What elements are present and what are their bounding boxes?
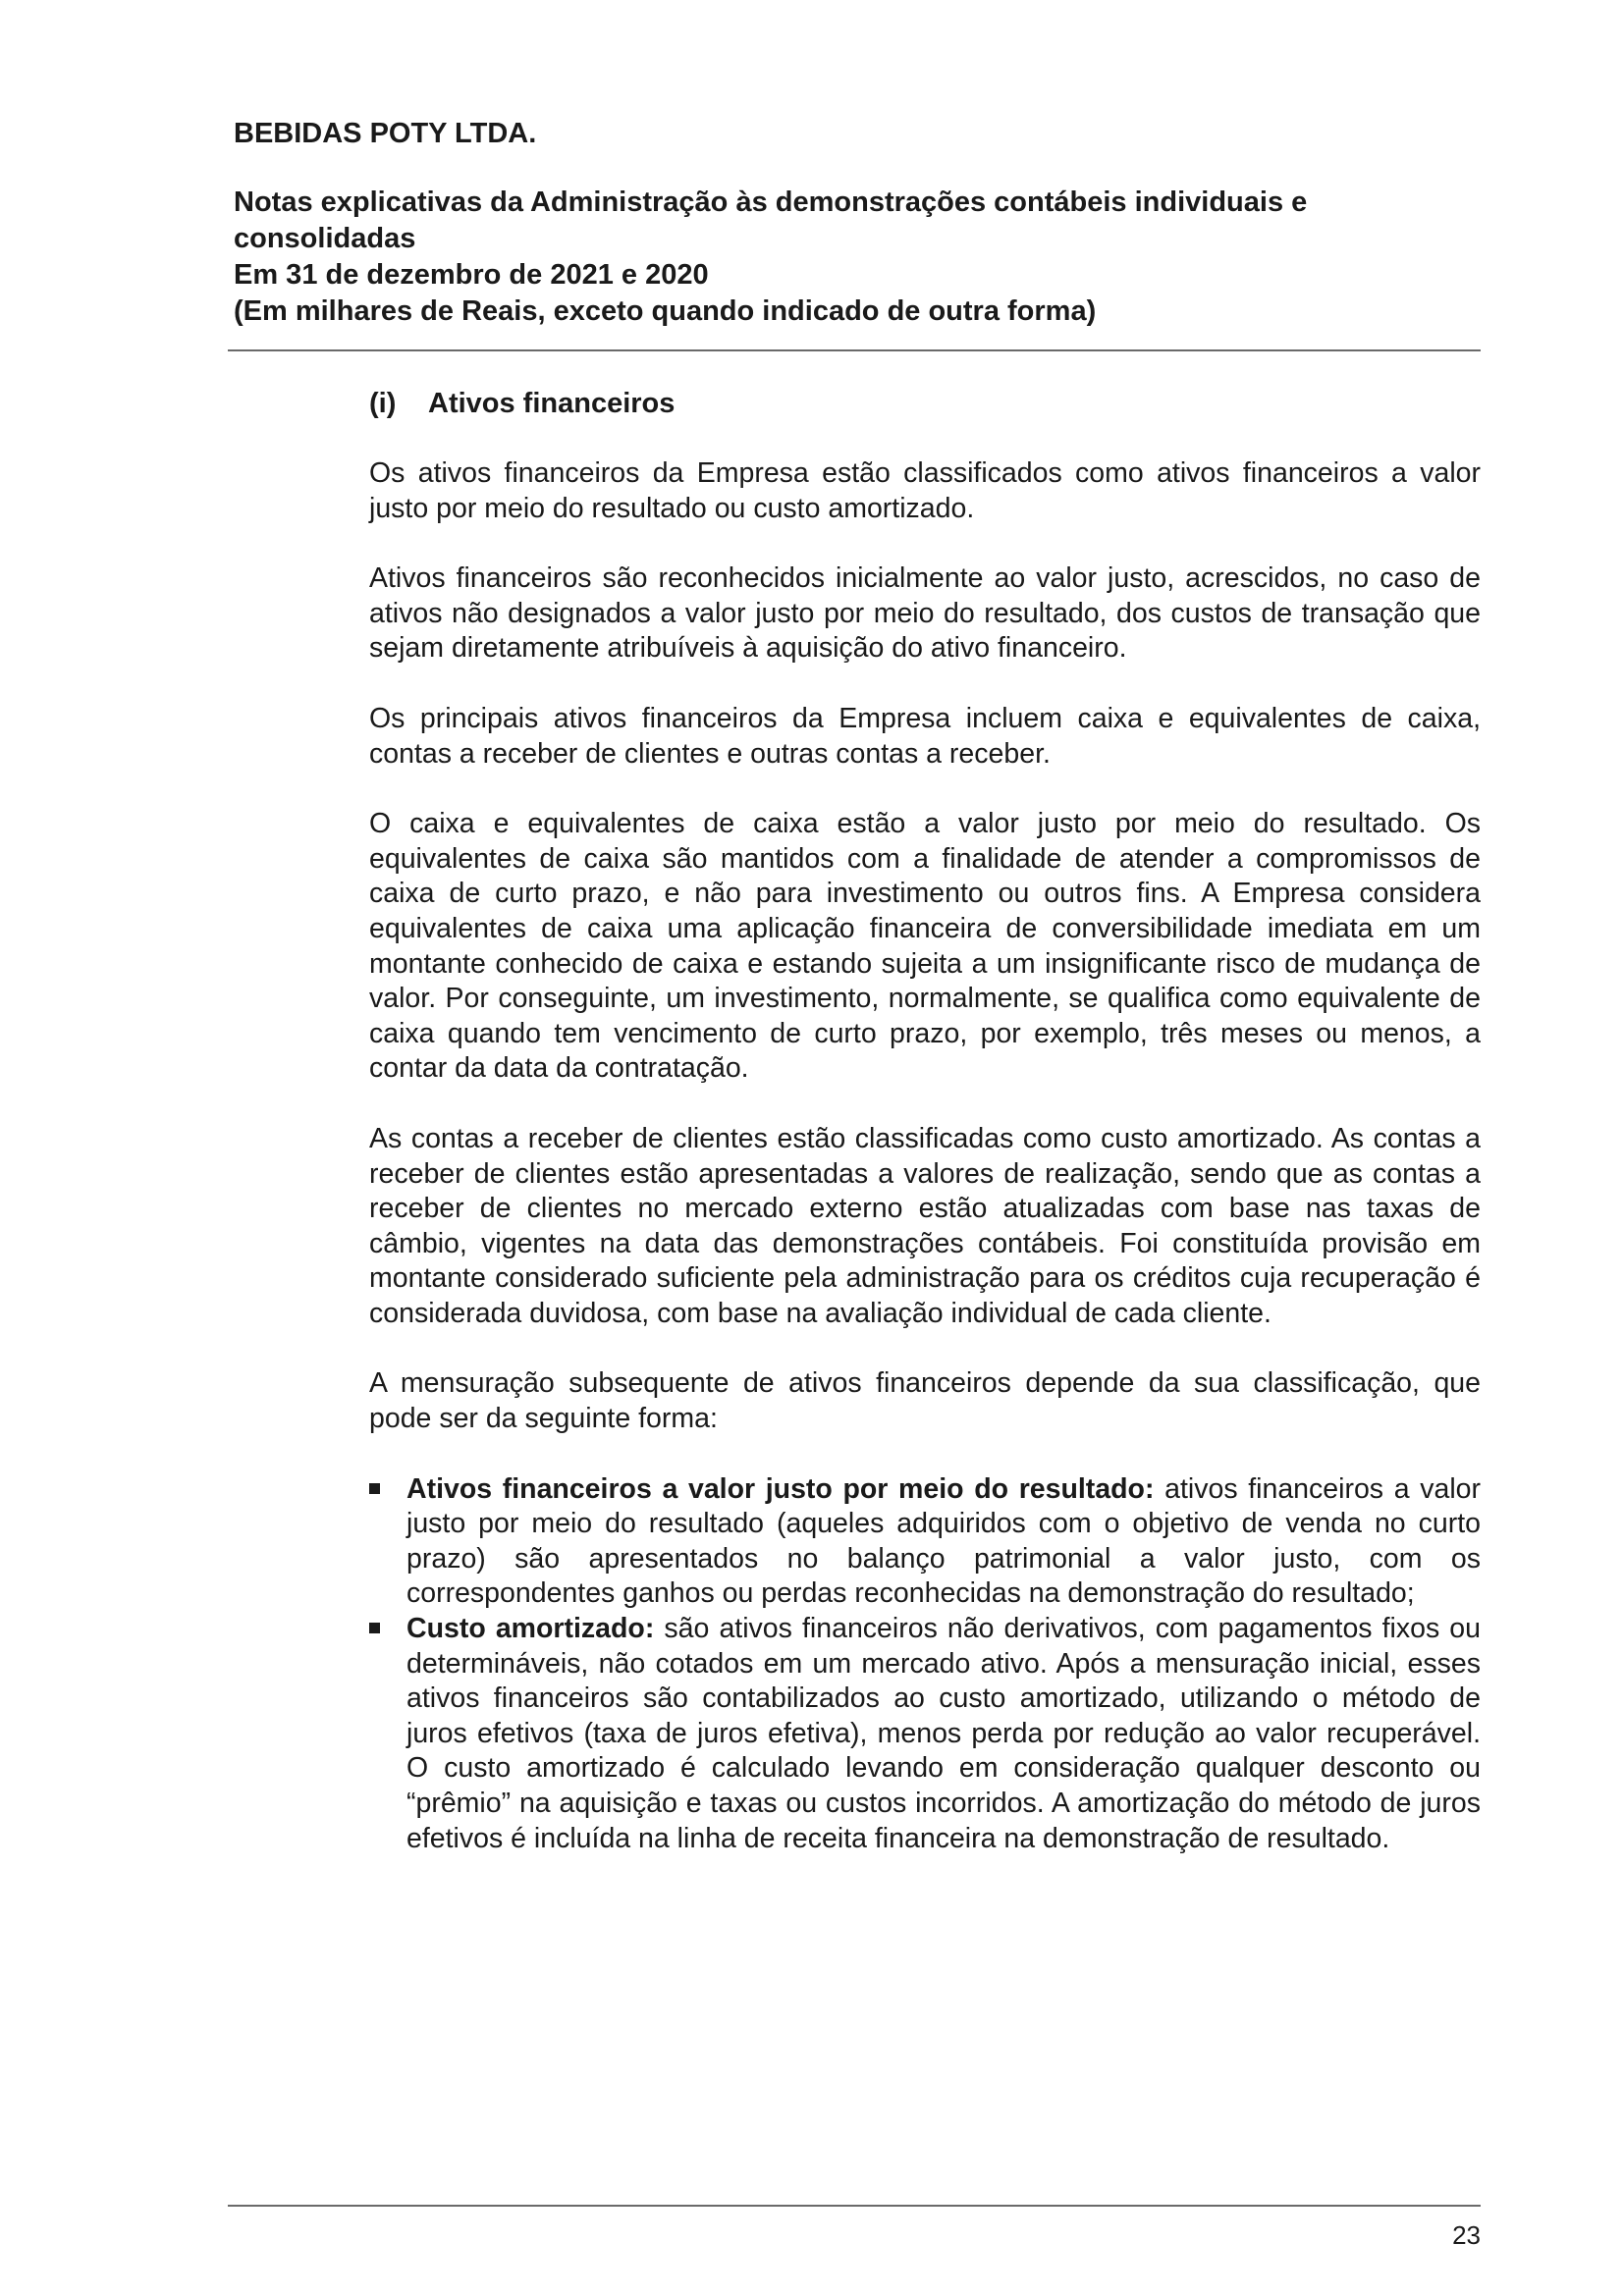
section-title: Ativos financeiros [428,388,676,419]
document-body [369,386,1481,1856]
square-bullet-icon [369,1483,380,1494]
list-item-text: ativos financeiros a valor justo por meio do resultado (aqueles adquiridos com o objetivo de venda no curto prazo) são apresentados no balanço patrimonial a valor justo, com os correspondentes ganhos ou perdas reconhecidas na demonstração do resultado; [406,1472,1481,1610]
paragraph-main-assets: Os principais ativos financeiros da Empresa incluem caixa e equivalentes de caixa, contas a receber de clientes e outras contas a receber. [369,702,1481,770]
paragraph-cash-equivalents: O caixa e equivalentes de caixa estão a valor justo por meio do resultado. Os equivalentes de caixa são mantidos com a finalidade de atender a compromissos de caixa de curto prazo, e não para investimento ou outros fins. A Empresa considera equivalentes de caixa uma aplicação financeira de conversibilidade imediata em um montante conhecido de caixa e estando sujeita a um insignificante risco de mudança de valor. Por conseguinte, um investimento, normalmente, se qualifica como equivalente de caixa quando tem vencimento de curto prazo, por exemplo, três meses ou menos, a contar da data da contratação. [369,808,1481,1085]
header-divider [228,349,1481,351]
paragraph-classification: Os ativos financeiros da Empresa estão classificados como ativos financeiros a valor justo por meio do resultado ou custo amortizado. [369,457,1481,524]
company-name: BEBIDAS POTY LTDA. [234,118,537,149]
document-date: Em 31 de dezembro de 2021 e 2020 [234,259,709,291]
document-title-line-1: Notas explicativas da Administração às demonstrações contábeis individuais e [234,187,1308,218]
paragraph-initial-recognition: Ativos financeiros são reconhecidos inicialmente ao valor justo, acrescidos, no caso de ativos não designados a valor justo por meio do resultado, dos custos de transação que sejam diretamente atribuíveis à aquisição do ativo financeiro. [369,562,1481,665]
paragraph-receivables: As contas a receber de clientes estão classificadas como custo amortizado. As contas a receber de clientes estão apresentadas a valores de realização, sendo que as contas a receber de clientes no mercado externo estão atualizadas com base nas taxas de câmbio, vigentes na data das demonstrações contábeis. Foi constituída provisão em montante considerado suficiente pela administração para os créditos cuja recuperação é considerada duvidosa, com base na avaliação individual de cada cliente. [369,1122,1481,1329]
section-number: (i) [369,388,397,419]
list-item-fair-value [369,1472,1481,1612]
page-number: 23 [1452,2220,1481,2250]
list-item-term: Ativos financeiros a valor justo por meio do resultado: [406,1472,1155,1505]
document-unit-note: (Em milhares de Reais, exceto quando indicado de outra forma) [234,295,1097,327]
measurement-categories-list [369,1472,1481,1857]
section-heading [369,386,1481,421]
paragraph-subsequent-measurement: A mensuração subsequente de ativos financeiros depende da sua classificação, que pode ser da seguinte forma: [369,1367,1481,1435]
square-bullet-icon [369,1623,380,1633]
footer-divider [228,2205,1481,2207]
document-header [234,116,1481,330]
list-item-text: são ativos financeiros não derivativos, com pagamentos fixos ou determináveis, não cotados em um mercado ativo. Após a mensuração inicial, esses ativos financeiros são contabilizados ao custo amortizado, utilizando o método de juros efetivos (taxa de juros efetiva), menos perda por redução ao valor recuperável. O custo amortizado é calculado levando em consideração qualquer desconto ou “prêmio” na aquisição e taxas ou custos incorridos. A amortização do método de juros efetivos é incluída na linha de receita financeira na demonstração de resultado. [406,1613,1482,1854]
list-item-term: Custo amortizado: [406,1613,655,1645]
list-item-amortized-cost [369,1612,1481,1856]
document-title-line-2: consolidadas [234,223,416,254]
